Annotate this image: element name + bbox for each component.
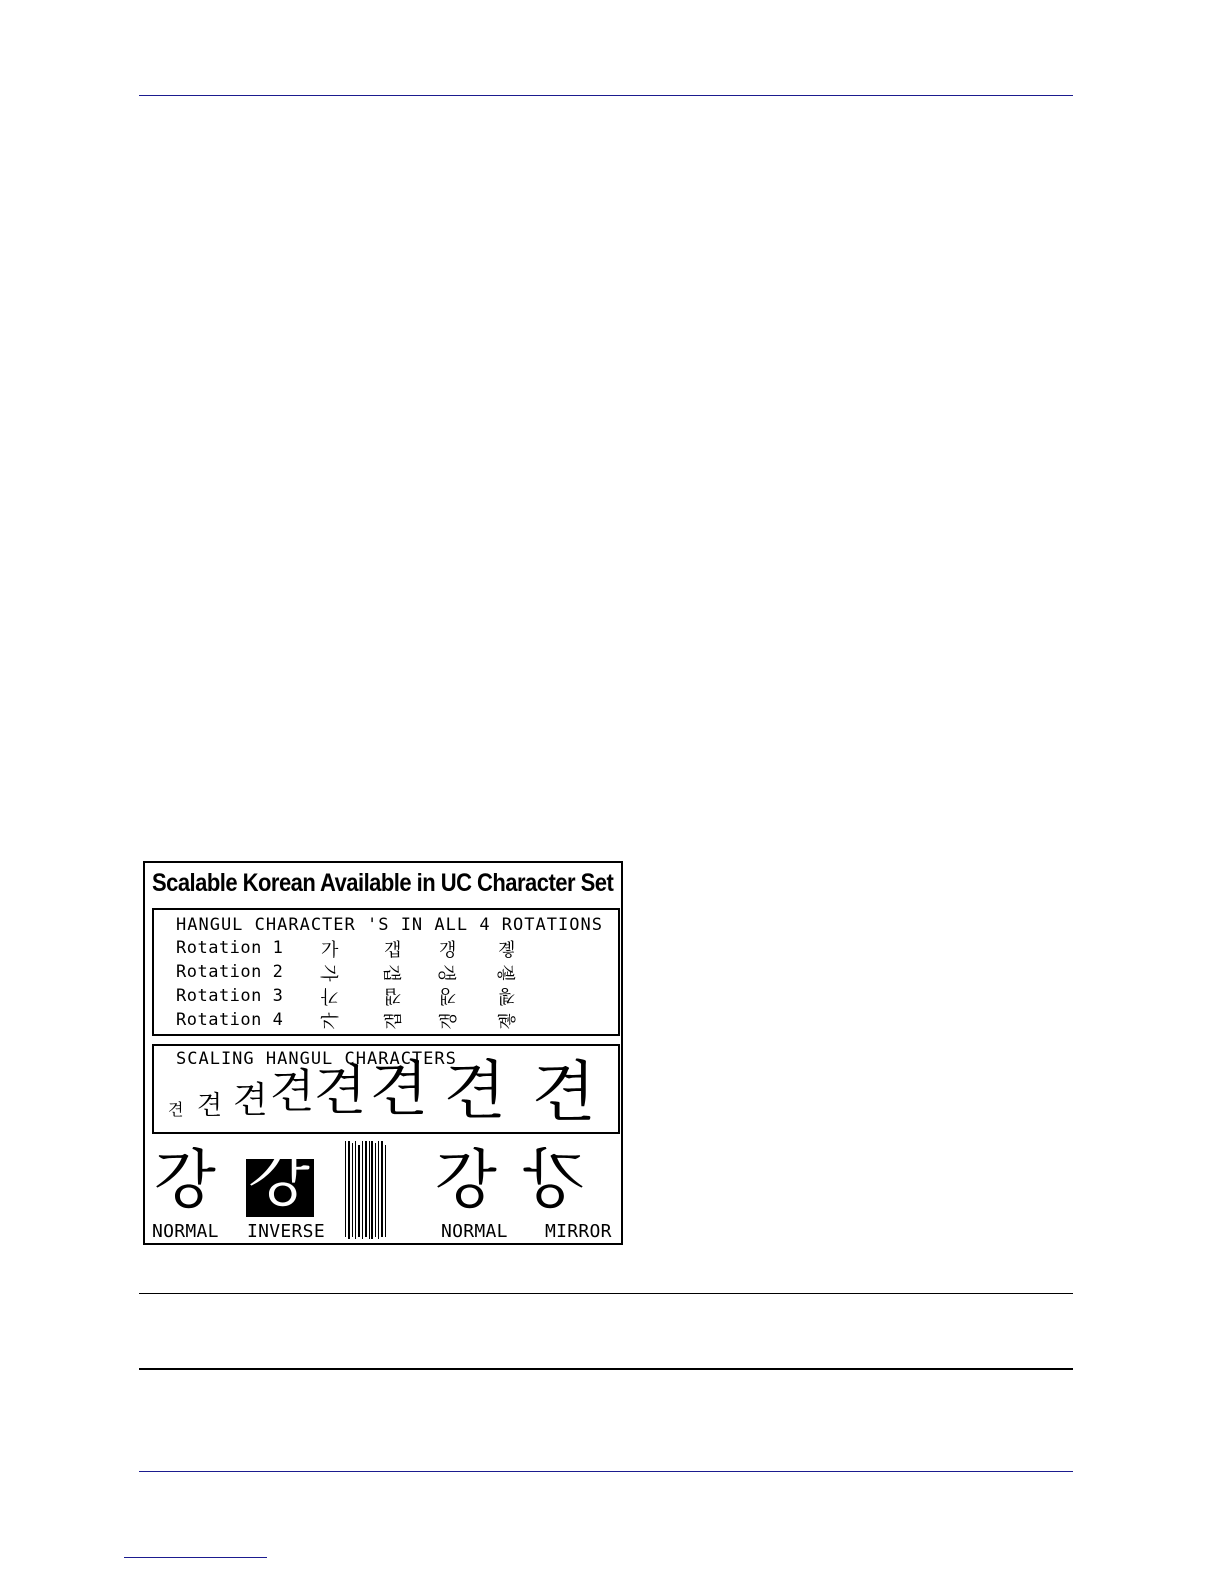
- hangul-char: 가: [320, 1012, 342, 1030]
- hangul-char: 갱: [439, 985, 457, 1006]
- korean-font-sample-figure: [143, 861, 623, 1245]
- hangul-char: 갱: [435, 964, 457, 982]
- barcode-graphic: [344, 1141, 388, 1241]
- rotation-row-4: [176, 1010, 596, 1032]
- scaled-char: 견: [197, 1091, 223, 1121]
- scaling-panel: [152, 1044, 620, 1134]
- rotation-label: Rotation 1: [176, 938, 284, 958]
- hangul-char: 가: [321, 940, 339, 961]
- scaled-char: 견: [370, 1055, 428, 1125]
- hangul-char: 갭: [383, 1012, 405, 1030]
- normal-char: 강: [154, 1144, 216, 1218]
- rotation-label: Rotation 2: [176, 962, 284, 982]
- mirror-char: 강: [523, 1144, 585, 1218]
- scaling-heading: SCALING HANGUL CHARACTERS: [176, 1049, 457, 1069]
- rotations-heading: HANGUL CHARACTER 'S IN ALL 4 ROTATIONS: [176, 915, 603, 935]
- scaled-char: 견: [233, 1080, 268, 1121]
- hangul-char: 갭: [380, 964, 402, 982]
- hangul-char: 갱: [438, 1012, 460, 1030]
- rotations-panel: [152, 908, 620, 1036]
- normal-char-2: 강: [435, 1144, 497, 1218]
- rotation-label: Rotation 3: [176, 986, 284, 1006]
- scaled-char: 견: [532, 1054, 596, 1131]
- scaled-char: 견: [314, 1059, 367, 1122]
- rotation-row-1: [176, 938, 596, 960]
- normal-caption: NORMAL: [152, 1221, 219, 1242]
- hangul-char: 가: [321, 985, 339, 1006]
- scaled-char: 견: [444, 1055, 506, 1129]
- hangul-char: 곟: [498, 940, 516, 961]
- normal-caption-2: NORMAL: [441, 1221, 508, 1242]
- hangul-char: 갱: [439, 940, 457, 961]
- scaled-char: 견: [168, 1100, 184, 1119]
- hangul-char: 가: [317, 964, 339, 982]
- inverse-char: 강: [248, 1142, 310, 1216]
- mirror-caption: MIRROR: [545, 1221, 612, 1242]
- hangul-char: 곟: [498, 985, 516, 1006]
- rotation-label: Rotation 4: [176, 1010, 284, 1030]
- figure-title: Scalable Korean Available in UC Character Set: [152, 869, 614, 897]
- section-rule-1: [139, 1293, 1073, 1294]
- rotation-row-3: [176, 986, 596, 1008]
- hangul-char: 갭: [384, 985, 402, 1006]
- hangul-char: 곟: [497, 1012, 519, 1030]
- rotation-row-2: [176, 962, 596, 984]
- section-rule-2: [139, 1368, 1073, 1370]
- hangul-char: 곟: [494, 964, 516, 982]
- header-rule: [139, 95, 1073, 96]
- scaled-char: 견: [270, 1064, 315, 1118]
- hangul-char: 갭: [384, 940, 402, 961]
- footer-rule: [139, 1471, 1073, 1472]
- footer-link-underline: [124, 1557, 267, 1558]
- inverse-caption: INVERSE: [247, 1221, 325, 1242]
